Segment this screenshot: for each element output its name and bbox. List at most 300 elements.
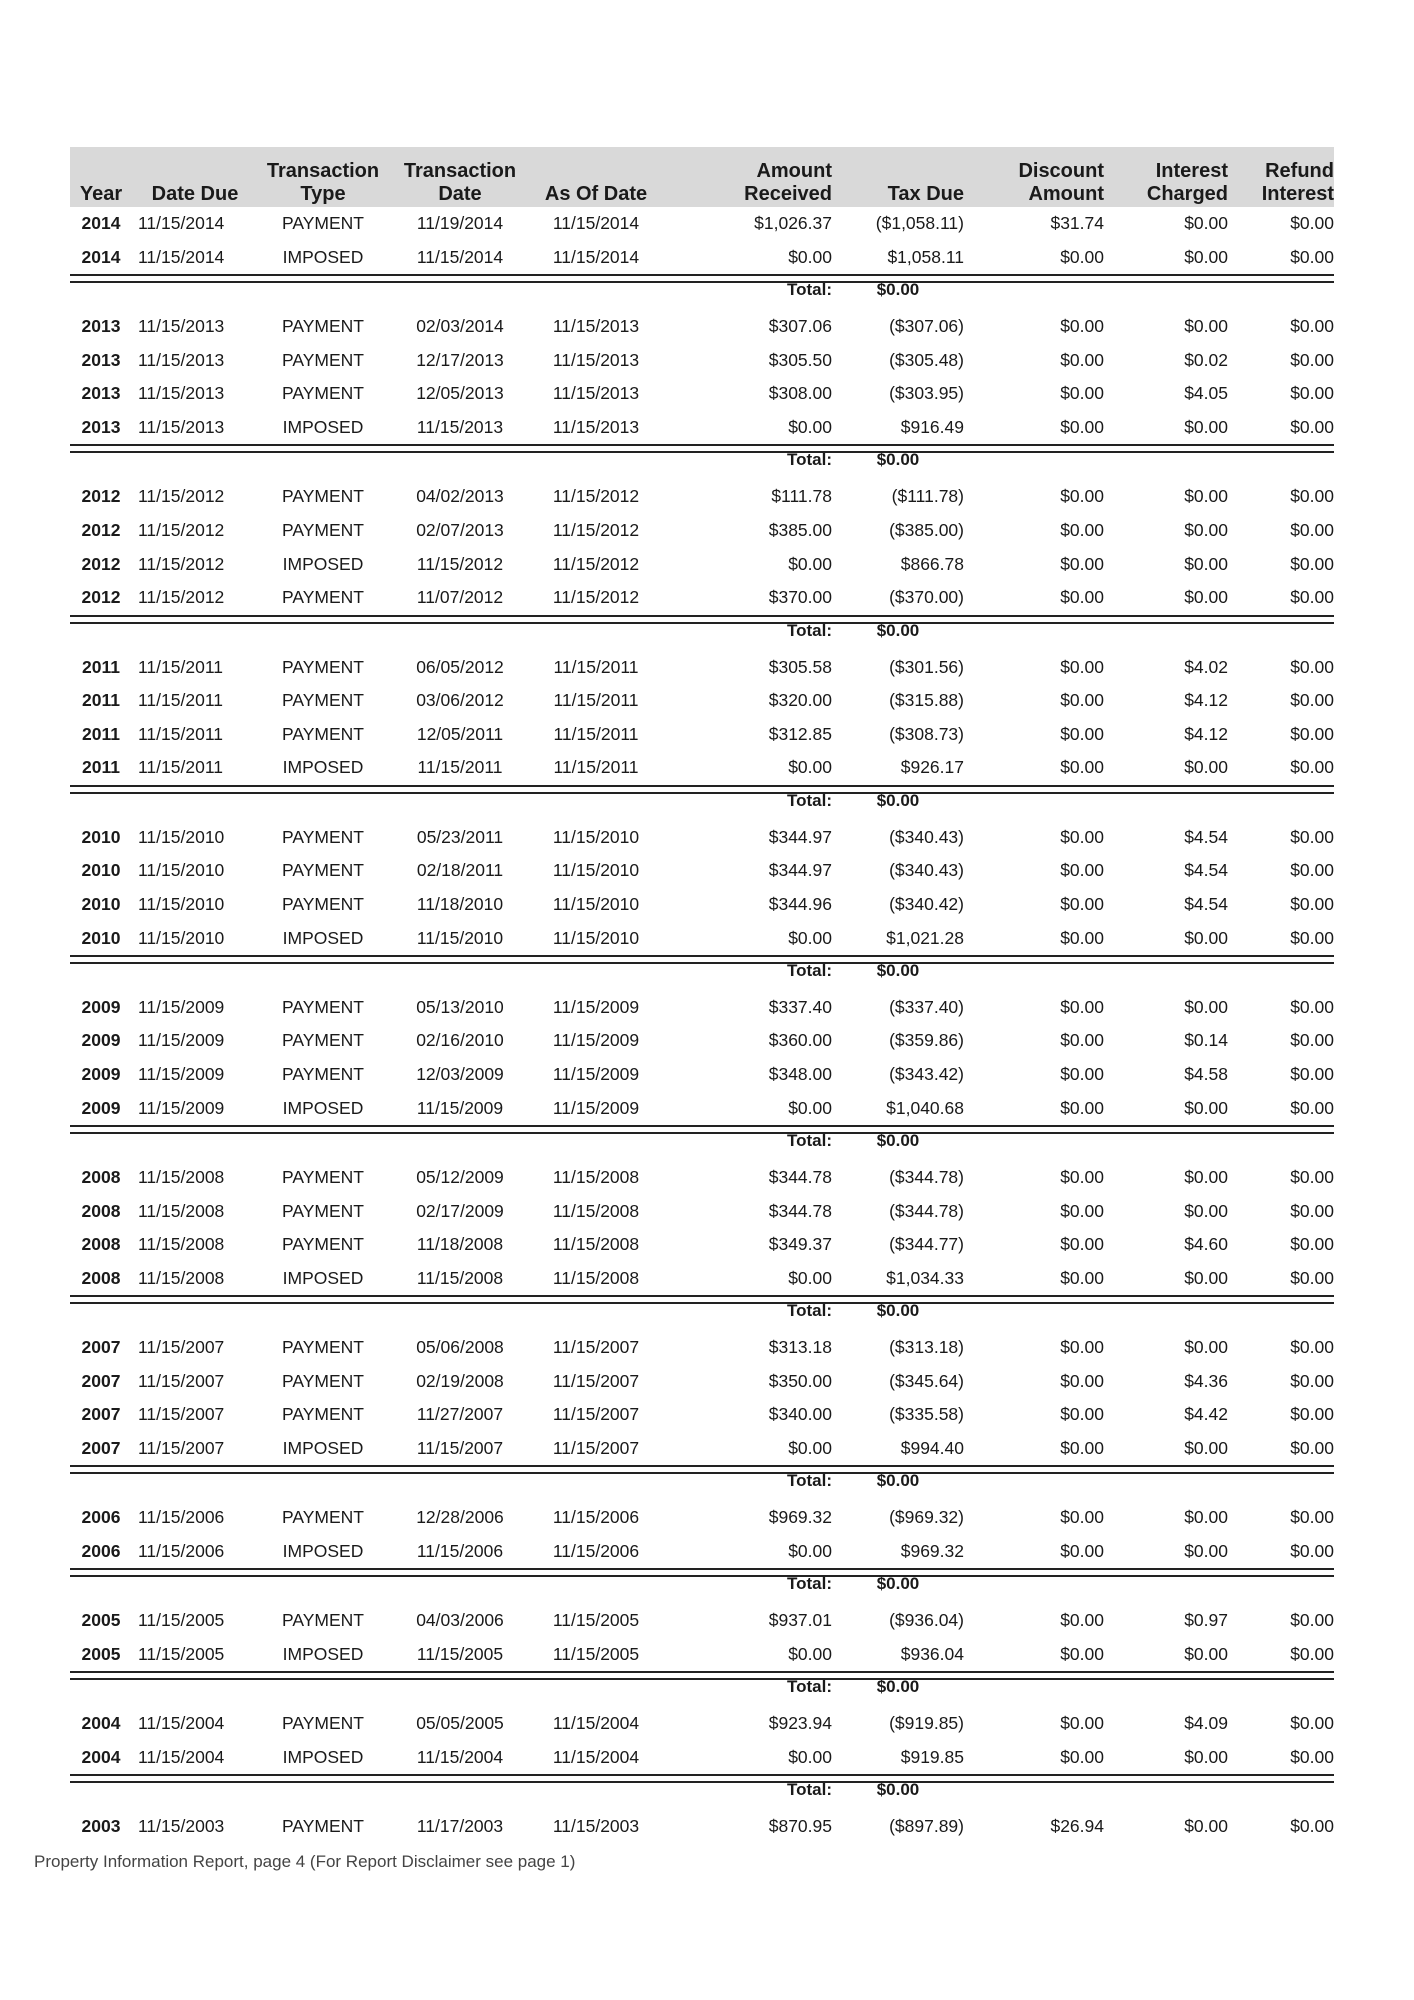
cell-year: 2006 bbox=[81, 1540, 121, 1561]
cell-transaction-type: PAYMENT bbox=[282, 1370, 364, 1391]
cell-discount-amount: $0.00 bbox=[1060, 1610, 1104, 1631]
cell-amount-received: $348.00 bbox=[768, 1064, 832, 1085]
cell-as-of-date: 11/15/2009 bbox=[552, 1030, 640, 1051]
cell-as-of-date: 11/15/2011 bbox=[553, 690, 639, 711]
total-label: Total: bbox=[786, 960, 832, 980]
cell-amount-received: $337.40 bbox=[768, 996, 832, 1017]
cell-refund-interest: $0.00 bbox=[1290, 1267, 1334, 1288]
cell-transaction-type: PAYMENT bbox=[282, 587, 364, 608]
table-row bbox=[70, 1535, 1334, 1570]
cell-transaction-type: IMPOSED bbox=[282, 1746, 364, 1767]
cell-tax-due: ($340.43) bbox=[889, 826, 964, 847]
cell-date-due: 11/15/2011 bbox=[138, 656, 223, 677]
column-header-line: Amount bbox=[756, 160, 832, 182]
cell-date-due: 11/15/2007 bbox=[138, 1437, 225, 1458]
cell-tax-due: ($343.42) bbox=[889, 1064, 964, 1085]
cell-year: 2004 bbox=[81, 1746, 121, 1767]
cell-year: 2012 bbox=[81, 553, 121, 574]
cell-date-due: 11/15/2005 bbox=[138, 1610, 225, 1631]
cell-transaction-date: 11/07/2012 bbox=[416, 587, 504, 608]
cell-transaction-date: 11/15/2011 bbox=[417, 757, 503, 778]
cell-transaction-type: PAYMENT bbox=[282, 723, 364, 744]
total-tax-due: $0.00 bbox=[876, 1574, 920, 1594]
group-separator bbox=[70, 956, 1334, 963]
cell-amount-received: $350.00 bbox=[768, 1370, 832, 1391]
cell-transaction-date: 02/17/2009 bbox=[416, 1200, 504, 1221]
cell-tax-due: $916.49 bbox=[900, 417, 964, 438]
cell-interest-charged: $0.00 bbox=[1184, 1097, 1228, 1118]
cell-transaction-date: 04/02/2013 bbox=[416, 486, 504, 507]
cell-as-of-date: 11/15/2007 bbox=[552, 1404, 640, 1425]
cell-as-of-date: 11/15/2006 bbox=[552, 1540, 640, 1561]
column-header-line: Interest bbox=[1155, 160, 1228, 182]
cell-interest-charged: $0.00 bbox=[1184, 553, 1228, 574]
cell-year: 2011 bbox=[82, 690, 120, 711]
table-row bbox=[70, 1638, 1334, 1673]
cell-as-of-date: 11/15/2004 bbox=[552, 1713, 640, 1734]
cell-as-of-date: 11/15/2012 bbox=[552, 587, 640, 608]
cell-transaction-date: 05/13/2010 bbox=[416, 996, 504, 1017]
cell-interest-charged: $0.14 bbox=[1184, 1030, 1228, 1051]
column-header-interest-charged bbox=[1104, 147, 1228, 207]
cell-discount-amount: $0.00 bbox=[1060, 1267, 1104, 1288]
cell-as-of-date: 11/15/2005 bbox=[552, 1610, 640, 1631]
table-row bbox=[70, 480, 1334, 514]
cell-amount-received: $305.58 bbox=[768, 656, 832, 677]
cell-date-due: 11/15/2004 bbox=[138, 1713, 225, 1734]
cell-year: 2008 bbox=[81, 1234, 121, 1255]
cell-year: 2011 bbox=[82, 723, 120, 744]
column-header-line: Year bbox=[79, 183, 123, 205]
cell-tax-due: $1,021.28 bbox=[886, 927, 964, 948]
cell-interest-charged: $4.54 bbox=[1184, 860, 1228, 881]
cell-amount-received: $344.78 bbox=[768, 1200, 832, 1221]
cell-transaction-date: 11/15/2007 bbox=[416, 1437, 504, 1458]
cell-date-due: 11/15/2007 bbox=[138, 1370, 225, 1391]
cell-interest-charged: $0.00 bbox=[1184, 1816, 1228, 1837]
cell-amount-received: $320.00 bbox=[768, 690, 832, 711]
table-row bbox=[70, 1501, 1334, 1535]
cell-as-of-date: 11/15/2010 bbox=[552, 927, 640, 948]
cell-transaction-type: PAYMENT bbox=[282, 690, 364, 711]
cell-as-of-date: 11/15/2011 bbox=[553, 656, 639, 677]
cell-transaction-date: 11/18/2010 bbox=[416, 893, 504, 914]
cell-date-due: 11/15/2011 bbox=[138, 690, 223, 711]
cell-as-of-date: 11/15/2013 bbox=[552, 349, 640, 370]
total-tax-due: $0.00 bbox=[876, 1471, 920, 1491]
cell-as-of-date: 11/15/2010 bbox=[552, 893, 640, 914]
total-label: Total: bbox=[786, 1130, 832, 1150]
cell-discount-amount: $0.00 bbox=[1060, 246, 1104, 267]
cell-transaction-type: IMPOSED bbox=[282, 1437, 364, 1458]
cell-discount-amount: $0.00 bbox=[1060, 1713, 1104, 1734]
cell-amount-received: $870.95 bbox=[768, 1816, 832, 1837]
cell-date-due: 11/15/2006 bbox=[138, 1540, 225, 1561]
cell-interest-charged: $0.00 bbox=[1184, 1507, 1228, 1528]
cell-discount-amount: $31.74 bbox=[1050, 213, 1104, 234]
cell-date-due: 11/15/2006 bbox=[138, 1507, 225, 1528]
cell-date-due: 11/15/2008 bbox=[138, 1267, 225, 1288]
cell-year: 2007 bbox=[81, 1404, 121, 1425]
cell-tax-due: ($969.32) bbox=[889, 1507, 964, 1528]
cell-date-due: 11/15/2010 bbox=[138, 826, 225, 847]
table-row bbox=[70, 684, 1334, 718]
cell-amount-received: $0.00 bbox=[788, 246, 832, 267]
group-total-row bbox=[70, 1303, 1334, 1318]
cell-tax-due: $936.04 bbox=[900, 1643, 964, 1664]
column-header-tax-due bbox=[832, 147, 970, 207]
cell-interest-charged: $0.00 bbox=[1184, 1200, 1228, 1221]
cell-interest-charged: $0.00 bbox=[1184, 1437, 1228, 1458]
cell-amount-received: $0.00 bbox=[788, 1437, 832, 1458]
cell-tax-due: $994.40 bbox=[900, 1437, 964, 1458]
cell-date-due: 11/15/2013 bbox=[138, 417, 225, 438]
cell-year: 2006 bbox=[81, 1507, 121, 1528]
cell-year: 2013 bbox=[81, 349, 121, 370]
total-label: Total: bbox=[786, 1780, 832, 1800]
cell-transaction-date: 02/19/2008 bbox=[416, 1370, 504, 1391]
cell-transaction-date: 05/06/2008 bbox=[416, 1337, 504, 1358]
cell-transaction-date: 02/07/2013 bbox=[416, 520, 504, 541]
table-row bbox=[70, 854, 1334, 888]
cell-as-of-date: 11/15/2011 bbox=[553, 757, 639, 778]
cell-year: 2009 bbox=[81, 1030, 121, 1051]
cell-year: 2007 bbox=[81, 1370, 121, 1391]
cell-refund-interest: $0.00 bbox=[1290, 1746, 1334, 1767]
cell-discount-amount: $0.00 bbox=[1060, 1643, 1104, 1664]
cell-transaction-type: PAYMENT bbox=[282, 1234, 364, 1255]
column-header-line: Refund bbox=[1265, 160, 1334, 182]
cell-tax-due: ($344.78) bbox=[889, 1167, 964, 1188]
table-row bbox=[70, 514, 1334, 548]
cell-discount-amount: $0.00 bbox=[1060, 1437, 1104, 1458]
group-separator bbox=[70, 445, 1334, 452]
cell-interest-charged: $0.00 bbox=[1184, 1746, 1228, 1767]
cell-transaction-type: IMPOSED bbox=[282, 1267, 364, 1288]
column-header-transaction-type bbox=[252, 147, 394, 207]
cell-as-of-date: 11/15/2014 bbox=[552, 213, 640, 234]
cell-transaction-date: 06/05/2012 bbox=[416, 656, 504, 677]
cell-interest-charged: $4.42 bbox=[1184, 1404, 1228, 1425]
cell-amount-received: $0.00 bbox=[788, 417, 832, 438]
table-row bbox=[70, 820, 1334, 854]
total-tax-due: $0.00 bbox=[876, 450, 920, 470]
cell-interest-charged: $4.05 bbox=[1184, 383, 1228, 404]
group-total-row bbox=[70, 1782, 1334, 1797]
cell-transaction-type: PAYMENT bbox=[282, 1713, 364, 1734]
cell-discount-amount: $0.00 bbox=[1060, 1337, 1104, 1358]
cell-discount-amount: $0.00 bbox=[1060, 316, 1104, 337]
cell-date-due: 11/15/2012 bbox=[138, 486, 225, 507]
cell-transaction-type: IMPOSED bbox=[282, 757, 364, 778]
cell-transaction-date: 12/05/2011 bbox=[416, 723, 504, 744]
cell-interest-charged: $0.00 bbox=[1184, 927, 1228, 948]
cell-amount-received: $0.00 bbox=[788, 1746, 832, 1767]
group-total-row bbox=[70, 1473, 1334, 1488]
cell-date-due: 11/15/2011 bbox=[138, 723, 223, 744]
cell-year: 2010 bbox=[81, 826, 121, 847]
cell-transaction-type: PAYMENT bbox=[282, 1816, 364, 1837]
cell-tax-due: ($305.48) bbox=[889, 349, 964, 370]
cell-as-of-date: 11/15/2006 bbox=[552, 1507, 640, 1528]
table-row bbox=[70, 1810, 1334, 1844]
cell-refund-interest: $0.00 bbox=[1290, 1167, 1334, 1188]
cell-year: 2012 bbox=[81, 520, 121, 541]
cell-transaction-date: 11/17/2003 bbox=[416, 1816, 504, 1837]
cell-year: 2005 bbox=[81, 1643, 121, 1664]
cell-interest-charged: $0.00 bbox=[1184, 1337, 1228, 1358]
total-label: Total: bbox=[786, 280, 832, 300]
column-header-year bbox=[70, 147, 132, 207]
column-header-line: Type bbox=[300, 183, 346, 205]
cell-tax-due: $1,040.68 bbox=[886, 1097, 964, 1118]
cell-interest-charged: $4.36 bbox=[1184, 1370, 1228, 1391]
cell-transaction-date: 12/17/2013 bbox=[416, 349, 504, 370]
cell-refund-interest: $0.00 bbox=[1290, 1030, 1334, 1051]
table-row bbox=[70, 1228, 1334, 1262]
table-row bbox=[70, 344, 1334, 378]
table-row bbox=[70, 1194, 1334, 1228]
cell-date-due: 11/15/2014 bbox=[138, 213, 225, 234]
cell-amount-received: $344.96 bbox=[768, 893, 832, 914]
cell-transaction-type: IMPOSED bbox=[282, 1540, 364, 1561]
cell-as-of-date: 11/15/2013 bbox=[552, 383, 640, 404]
cell-tax-due: ($308.73) bbox=[889, 723, 964, 744]
cell-refund-interest: $0.00 bbox=[1290, 893, 1334, 914]
cell-tax-due: ($313.18) bbox=[889, 1337, 964, 1358]
cell-date-due: 11/15/2010 bbox=[138, 893, 225, 914]
column-header-line: Tax Due bbox=[887, 183, 964, 205]
cell-amount-received: $0.00 bbox=[788, 757, 832, 778]
cell-year: 2004 bbox=[81, 1713, 121, 1734]
cell-tax-due: ($897.89) bbox=[889, 1816, 964, 1837]
group-total-row bbox=[70, 1133, 1334, 1148]
total-tax-due: $0.00 bbox=[876, 620, 920, 640]
cell-transaction-type: PAYMENT bbox=[282, 1610, 364, 1631]
group-total-row bbox=[70, 623, 1334, 638]
cell-transaction-date: 02/03/2014 bbox=[416, 316, 504, 337]
cell-tax-due: $866.78 bbox=[900, 553, 964, 574]
cell-transaction-date: 12/05/2013 bbox=[416, 383, 504, 404]
cell-refund-interest: $0.00 bbox=[1290, 1337, 1334, 1358]
column-header-amount-received bbox=[666, 147, 832, 207]
cell-interest-charged: $0.00 bbox=[1184, 417, 1228, 438]
cell-transaction-type: PAYMENT bbox=[282, 349, 364, 370]
cell-transaction-date: 11/15/2013 bbox=[416, 417, 504, 438]
cell-refund-interest: $0.00 bbox=[1290, 1816, 1334, 1837]
cell-refund-interest: $0.00 bbox=[1290, 927, 1334, 948]
cell-year: 2003 bbox=[81, 1816, 121, 1837]
cell-amount-received: $0.00 bbox=[788, 1643, 832, 1664]
cell-transaction-type: PAYMENT bbox=[282, 1064, 364, 1085]
total-tax-due: $0.00 bbox=[876, 790, 920, 810]
cell-discount-amount: $0.00 bbox=[1060, 1404, 1104, 1425]
cell-interest-charged: $0.02 bbox=[1184, 349, 1228, 370]
cell-date-due: 11/15/2011 bbox=[138, 757, 223, 778]
cell-amount-received: $308.00 bbox=[768, 383, 832, 404]
cell-date-due: 11/15/2009 bbox=[138, 996, 225, 1017]
cell-tax-due: $1,058.11 bbox=[887, 246, 964, 267]
cell-discount-amount: $0.00 bbox=[1060, 520, 1104, 541]
cell-transaction-type: IMPOSED bbox=[282, 1097, 364, 1118]
cell-tax-due: ($340.43) bbox=[889, 860, 964, 881]
cell-interest-charged: $4.09 bbox=[1184, 1713, 1228, 1734]
cell-refund-interest: $0.00 bbox=[1290, 1643, 1334, 1664]
cell-transaction-date: 11/15/2008 bbox=[416, 1267, 504, 1288]
cell-transaction-type: PAYMENT bbox=[282, 996, 364, 1017]
group-total-row bbox=[70, 452, 1334, 467]
cell-transaction-date: 05/23/2011 bbox=[416, 826, 504, 847]
cell-year: 2011 bbox=[82, 757, 120, 778]
table-row bbox=[70, 411, 1334, 446]
cell-date-due: 11/15/2012 bbox=[138, 520, 225, 541]
cell-amount-received: $0.00 bbox=[788, 1097, 832, 1118]
total-label: Total: bbox=[786, 450, 832, 470]
cell-refund-interest: $0.00 bbox=[1290, 213, 1334, 234]
cell-as-of-date: 11/15/2009 bbox=[552, 996, 640, 1017]
cell-year: 2011 bbox=[82, 656, 120, 677]
cell-refund-interest: $0.00 bbox=[1290, 826, 1334, 847]
cell-as-of-date: 11/15/2008 bbox=[552, 1200, 640, 1221]
table-row bbox=[70, 1262, 1334, 1297]
cell-as-of-date: 11/15/2013 bbox=[552, 316, 640, 337]
cell-interest-charged: $0.00 bbox=[1184, 520, 1228, 541]
cell-interest-charged: $0.00 bbox=[1184, 1540, 1228, 1561]
cell-discount-amount: $0.00 bbox=[1060, 893, 1104, 914]
cell-interest-charged: $4.58 bbox=[1184, 1064, 1228, 1085]
cell-date-due: 11/15/2008 bbox=[138, 1167, 225, 1188]
cell-tax-due: ($307.06) bbox=[889, 316, 964, 337]
column-header-as-of-date bbox=[526, 147, 666, 207]
cell-amount-received: $1,026.37 bbox=[754, 213, 832, 234]
total-label: Total: bbox=[786, 1574, 832, 1594]
cell-tax-due: ($315.88) bbox=[889, 690, 964, 711]
column-header-line: Discount bbox=[1018, 160, 1104, 182]
cell-as-of-date: 11/15/2007 bbox=[552, 1337, 640, 1358]
cell-year: 2014 bbox=[81, 213, 121, 234]
total-tax-due: $0.00 bbox=[876, 280, 920, 300]
cell-amount-received: $0.00 bbox=[788, 1267, 832, 1288]
table-row bbox=[70, 1398, 1334, 1432]
column-header-line: Charged bbox=[1146, 183, 1228, 205]
cell-tax-due: $969.32 bbox=[900, 1540, 964, 1561]
table-row bbox=[70, 377, 1334, 411]
cell-refund-interest: $0.00 bbox=[1290, 417, 1334, 438]
cell-amount-received: $969.32 bbox=[768, 1507, 832, 1528]
cell-refund-interest: $0.00 bbox=[1290, 316, 1334, 337]
cell-transaction-type: PAYMENT bbox=[282, 1030, 364, 1051]
cell-transaction-type: IMPOSED bbox=[282, 927, 364, 948]
cell-tax-due: ($385.00) bbox=[889, 520, 964, 541]
cell-year: 2005 bbox=[81, 1610, 121, 1631]
total-tax-due: $0.00 bbox=[876, 1677, 920, 1697]
cell-discount-amount: $0.00 bbox=[1060, 860, 1104, 881]
group-total-row bbox=[70, 282, 1334, 297]
cell-transaction-date: 11/18/2008 bbox=[416, 1234, 504, 1255]
cell-year: 2010 bbox=[81, 893, 121, 914]
cell-tax-due: ($335.58) bbox=[889, 1404, 964, 1425]
cell-refund-interest: $0.00 bbox=[1290, 757, 1334, 778]
cell-interest-charged: $4.54 bbox=[1184, 893, 1228, 914]
cell-date-due: 11/15/2012 bbox=[138, 553, 225, 574]
cell-discount-amount: $0.00 bbox=[1060, 417, 1104, 438]
table-row bbox=[70, 1432, 1334, 1467]
group-total-row bbox=[70, 963, 1334, 978]
cell-year: 2010 bbox=[81, 927, 121, 948]
group-total-row bbox=[70, 1679, 1334, 1694]
cell-refund-interest: $0.00 bbox=[1290, 1234, 1334, 1255]
cell-transaction-date: 11/15/2010 bbox=[416, 927, 504, 948]
cell-amount-received: $344.78 bbox=[768, 1167, 832, 1188]
cell-transaction-type: IMPOSED bbox=[282, 246, 364, 267]
cell-transaction-type: PAYMENT bbox=[282, 213, 364, 234]
cell-as-of-date: 11/15/2013 bbox=[552, 417, 640, 438]
cell-amount-received: $349.37 bbox=[768, 1234, 832, 1255]
cell-refund-interest: $0.00 bbox=[1290, 349, 1334, 370]
cell-as-of-date: 11/15/2003 bbox=[552, 1816, 640, 1837]
cell-transaction-type: PAYMENT bbox=[282, 826, 364, 847]
cell-amount-received: $370.00 bbox=[768, 587, 832, 608]
cell-tax-due: ($111.78) bbox=[891, 486, 964, 507]
cell-amount-received: $312.85 bbox=[768, 723, 832, 744]
cell-interest-charged: $0.00 bbox=[1184, 213, 1228, 234]
cell-date-due: 11/15/2013 bbox=[138, 349, 225, 370]
cell-interest-charged: $4.60 bbox=[1184, 1234, 1228, 1255]
cell-discount-amount: $0.00 bbox=[1060, 1746, 1104, 1767]
cell-tax-due: ($1,058.11) bbox=[875, 213, 964, 234]
cell-date-due: 11/15/2009 bbox=[138, 1097, 225, 1118]
cell-refund-interest: $0.00 bbox=[1290, 383, 1334, 404]
cell-year: 2008 bbox=[81, 1267, 121, 1288]
cell-interest-charged: $0.00 bbox=[1184, 486, 1228, 507]
column-header-discount-amount bbox=[970, 147, 1104, 207]
cell-transaction-type: PAYMENT bbox=[282, 1167, 364, 1188]
cell-refund-interest: $0.00 bbox=[1290, 1370, 1334, 1391]
cell-transaction-type: PAYMENT bbox=[282, 520, 364, 541]
cell-refund-interest: $0.00 bbox=[1290, 486, 1334, 507]
cell-amount-received: $923.94 bbox=[768, 1713, 832, 1734]
cell-date-due: 11/15/2007 bbox=[138, 1404, 225, 1425]
cell-transaction-date: 11/15/2012 bbox=[416, 553, 504, 574]
cell-amount-received: $307.06 bbox=[768, 316, 832, 337]
header-row bbox=[70, 147, 1334, 207]
cell-discount-amount: $0.00 bbox=[1060, 723, 1104, 744]
cell-discount-amount: $0.00 bbox=[1060, 927, 1104, 948]
cell-interest-charged: $0.00 bbox=[1184, 246, 1228, 267]
cell-refund-interest: $0.00 bbox=[1290, 1200, 1334, 1221]
cell-year: 2013 bbox=[81, 383, 121, 404]
cell-refund-interest: $0.00 bbox=[1290, 656, 1334, 677]
cell-tax-due: ($370.00) bbox=[889, 587, 964, 608]
cell-discount-amount: $0.00 bbox=[1060, 1370, 1104, 1391]
cell-year: 2013 bbox=[81, 417, 121, 438]
cell-refund-interest: $0.00 bbox=[1290, 587, 1334, 608]
cell-amount-received: $0.00 bbox=[788, 553, 832, 574]
cell-year: 2007 bbox=[81, 1337, 121, 1358]
cell-as-of-date: 11/15/2012 bbox=[552, 520, 640, 541]
cell-amount-received: $360.00 bbox=[768, 1030, 832, 1051]
cell-transaction-date: 11/15/2006 bbox=[416, 1540, 504, 1561]
cell-year: 2009 bbox=[81, 1097, 121, 1118]
cell-as-of-date: 11/15/2008 bbox=[552, 1267, 640, 1288]
cell-as-of-date: 11/15/2009 bbox=[552, 1064, 640, 1085]
cell-year: 2007 bbox=[81, 1437, 121, 1458]
group-separator bbox=[70, 1296, 1334, 1303]
column-header-line: Amount bbox=[1028, 183, 1104, 205]
table-row bbox=[70, 1741, 1334, 1776]
cell-discount-amount: $0.00 bbox=[1060, 1167, 1104, 1188]
cell-discount-amount: $0.00 bbox=[1060, 1064, 1104, 1085]
